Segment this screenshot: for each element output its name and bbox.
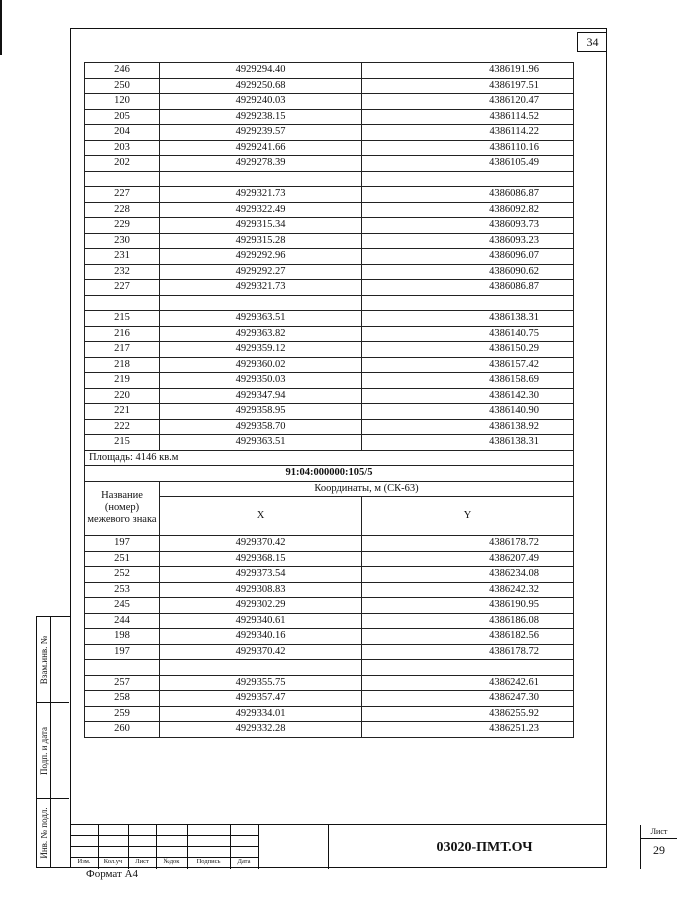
- coord-x: 4929359.12: [160, 342, 362, 358]
- coord-x: 4929334.01: [160, 706, 362, 722]
- tb-col-date: Дата: [237, 858, 251, 865]
- coord-x: 4929370.42: [160, 644, 362, 660]
- area-row: [85, 450, 574, 466]
- point-number: 229: [85, 218, 160, 234]
- point-number: 257: [85, 675, 160, 691]
- table-row: [85, 567, 574, 583]
- coord-x: 4929278.39: [160, 156, 362, 172]
- header-name: Название (номер) межевого знака: [85, 481, 160, 536]
- coord-y: 4386255.92: [362, 706, 574, 722]
- table-row: [85, 156, 574, 172]
- table-row: [85, 218, 574, 234]
- coord-x: 4929238.15: [160, 109, 362, 125]
- coord-y: 4386178.72: [362, 644, 574, 660]
- table-row: [85, 125, 574, 141]
- coord-y: 4386092.82: [362, 202, 574, 218]
- point-number: 244: [85, 613, 160, 629]
- coord-x: 4929332.28: [160, 722, 362, 738]
- table-row: [85, 613, 574, 629]
- coord-x: 4929350.03: [160, 373, 362, 389]
- side-cell-inv-orig: [37, 799, 69, 867]
- coord-x: 4929373.54: [160, 567, 362, 583]
- table-row: [85, 706, 574, 722]
- coord-x: 4929292.27: [160, 264, 362, 280]
- point-number: 253: [85, 582, 160, 598]
- coord-y: 4386191.96: [362, 63, 574, 79]
- table-row: [85, 691, 574, 707]
- coord-y: 4386093.73: [362, 218, 574, 234]
- table-row: [85, 63, 574, 79]
- sheet-box: [640, 825, 677, 869]
- coord-y: 4386142.30: [362, 388, 574, 404]
- document-code: 03020-ПМТ.ОЧ: [328, 825, 640, 869]
- coord-y: 4386096.07: [362, 249, 574, 265]
- blank-cell: [160, 660, 362, 676]
- tb-col-signature: Подпись: [196, 858, 221, 865]
- coord-y: 4386138.31: [362, 311, 574, 327]
- coord-y: 4386247.30: [362, 691, 574, 707]
- point-number: 227: [85, 187, 160, 203]
- coordinates-table: [84, 62, 574, 738]
- coord-x: 4929322.49: [160, 202, 362, 218]
- blank-cell: [85, 171, 160, 187]
- coord-y: 4386190.95: [362, 598, 574, 614]
- coord-y: 4386086.87: [362, 187, 574, 203]
- tb-col-izm: Изм.: [77, 858, 91, 865]
- point-number: 220: [85, 388, 160, 404]
- coord-x: 4929315.28: [160, 233, 362, 249]
- coord-y: 4386234.08: [362, 567, 574, 583]
- point-number: 204: [85, 125, 160, 141]
- table-row: [85, 644, 574, 660]
- point-number: 259: [85, 706, 160, 722]
- binding-mark: [0, 0, 2, 55]
- table-row: [85, 202, 574, 218]
- side-cell-inv-replace: [37, 617, 69, 703]
- coord-y: 4386242.61: [362, 675, 574, 691]
- header-x: X: [160, 497, 362, 536]
- title-block: [70, 824, 668, 868]
- table-row: [85, 264, 574, 280]
- side-label-sign-date: Подп. и дата: [38, 726, 49, 775]
- coord-y: 4386086.87: [362, 280, 574, 296]
- coord-x: 4929321.73: [160, 187, 362, 203]
- point-number: 222: [85, 419, 160, 435]
- parcel-title-row: [85, 466, 574, 482]
- coord-y: 4386242.32: [362, 582, 574, 598]
- table-row: [85, 311, 574, 327]
- point-number: 227: [85, 280, 160, 296]
- blank-row: [85, 171, 574, 187]
- table-row: [85, 342, 574, 358]
- coord-x: 4929358.95: [160, 404, 362, 420]
- table-row: [85, 94, 574, 110]
- point-number: 232: [85, 264, 160, 280]
- coord-x: 4929239.57: [160, 125, 362, 141]
- point-number: 251: [85, 551, 160, 567]
- point-number: 218: [85, 357, 160, 373]
- table-row: [85, 598, 574, 614]
- side-stamp: [36, 616, 70, 868]
- coord-x: 4929292.96: [160, 249, 362, 265]
- blank-cell: [160, 171, 362, 187]
- table-row: [85, 551, 574, 567]
- point-number: 205: [85, 109, 160, 125]
- point-number: 197: [85, 536, 160, 552]
- table-row: [85, 388, 574, 404]
- area-label: Площадь: 4146 кв.м: [85, 450, 574, 466]
- coord-x: 4929240.03: [160, 94, 362, 110]
- coord-y: 4386140.75: [362, 326, 574, 342]
- point-number: 228: [85, 202, 160, 218]
- point-number: 203: [85, 140, 160, 156]
- coord-y: 4386120.47: [362, 94, 574, 110]
- table-row: [85, 280, 574, 296]
- coord-y: 4386105.49: [362, 156, 574, 172]
- coord-x: 4929340.16: [160, 629, 362, 645]
- coord-x: 4929363.51: [160, 311, 362, 327]
- blank-cell: [362, 295, 574, 311]
- point-number: 230: [85, 233, 160, 249]
- table-row: [85, 357, 574, 373]
- point-number: 245: [85, 598, 160, 614]
- table-row: [85, 536, 574, 552]
- coord-y: 4386150.29: [362, 342, 574, 358]
- table-row: [85, 582, 574, 598]
- header-y: Y: [362, 497, 574, 536]
- coord-x: 4929302.29: [160, 598, 362, 614]
- point-number: 198: [85, 629, 160, 645]
- coord-x: 4929321.73: [160, 280, 362, 296]
- point-number: 221: [85, 404, 160, 420]
- side-cell-sign-date: [37, 703, 69, 799]
- table-row: [85, 109, 574, 125]
- top-page-number: 34: [577, 32, 607, 52]
- blank-cell: [85, 295, 160, 311]
- coord-x: 4929250.68: [160, 78, 362, 94]
- parcel-title: 91:04:000000:105/5: [85, 466, 574, 482]
- table-row: [85, 675, 574, 691]
- coord-x: 4929363.51: [160, 435, 362, 451]
- coord-x: 4929315.34: [160, 218, 362, 234]
- coord-x: 4929241.66: [160, 140, 362, 156]
- blank-cell: [160, 295, 362, 311]
- table-row: [85, 78, 574, 94]
- tb-col-list: Лист: [135, 858, 149, 865]
- blank-row: [85, 295, 574, 311]
- header-row: [85, 481, 574, 497]
- point-number: 215: [85, 435, 160, 451]
- table-row: [85, 326, 574, 342]
- coord-x: 4929357.47: [160, 691, 362, 707]
- point-number: 246: [85, 63, 160, 79]
- point-number: 197: [85, 644, 160, 660]
- coord-x: 4929363.82: [160, 326, 362, 342]
- coord-x: 4929370.42: [160, 536, 362, 552]
- table-row: [85, 233, 574, 249]
- point-number: 120: [85, 94, 160, 110]
- point-number: 260: [85, 722, 160, 738]
- coord-x: 4929340.61: [160, 613, 362, 629]
- coord-y: 4386157.42: [362, 357, 574, 373]
- point-number: 219: [85, 373, 160, 389]
- revision-grid: [70, 825, 259, 869]
- blank-cell: [362, 171, 574, 187]
- point-number: 250: [85, 78, 160, 94]
- coord-y: 4386186.08: [362, 613, 574, 629]
- point-number: 258: [85, 691, 160, 707]
- point-number: 216: [85, 326, 160, 342]
- sheet-number: 29: [653, 843, 665, 857]
- coord-y: 4386093.23: [362, 233, 574, 249]
- point-number: 231: [85, 249, 160, 265]
- coord-x: 4929360.02: [160, 357, 362, 373]
- table-row: [85, 187, 574, 203]
- side-label-inv-replace: Взам.инв. №: [38, 635, 49, 684]
- table-row: [85, 140, 574, 156]
- side-label-inv-orig: Инв. № подл.: [38, 807, 49, 859]
- coord-x: 4929355.75: [160, 675, 362, 691]
- table-row: [85, 373, 574, 389]
- coord-y: 4386114.52: [362, 109, 574, 125]
- coord-y: 4386138.31: [362, 435, 574, 451]
- tb-col-kolvo: Кол.уч: [103, 858, 123, 865]
- blank-cell: [85, 660, 160, 676]
- coord-x: 4929308.83: [160, 582, 362, 598]
- sheet-label: Лист: [641, 826, 677, 839]
- table-row: [85, 404, 574, 420]
- header-coords: Координаты, м (СК-63): [160, 481, 574, 497]
- table-row: [85, 629, 574, 645]
- coord-y: 4386207.49: [362, 551, 574, 567]
- point-number: 217: [85, 342, 160, 358]
- format-label: Формат А4: [86, 868, 139, 880]
- coord-y: 4386251.23: [362, 722, 574, 738]
- coord-y: 4386182.56: [362, 629, 574, 645]
- tb-col-ndoc: №док: [163, 858, 180, 865]
- coord-x: 4929294.40: [160, 63, 362, 79]
- coord-y: 4386197.51: [362, 78, 574, 94]
- coord-y: 4386158.69: [362, 373, 574, 389]
- point-number: 215: [85, 311, 160, 327]
- table-row: [85, 722, 574, 738]
- blank-row: [85, 660, 574, 676]
- point-number: 252: [85, 567, 160, 583]
- coord-y: 4386140.90: [362, 404, 574, 420]
- point-number: 202: [85, 156, 160, 172]
- coord-y: 4386138.92: [362, 419, 574, 435]
- coord-x: 4929347.94: [160, 388, 362, 404]
- coord-y: 4386114.22: [362, 125, 574, 141]
- coord-y: 4386178.72: [362, 536, 574, 552]
- table-row: [85, 435, 574, 451]
- table-row: [85, 249, 574, 265]
- coord-x: 4929358.70: [160, 419, 362, 435]
- blank-cell: [362, 660, 574, 676]
- coord-x: 4929368.15: [160, 551, 362, 567]
- coord-y: 4386110.16: [362, 140, 574, 156]
- table-row: [85, 419, 574, 435]
- coord-y: 4386090.62: [362, 264, 574, 280]
